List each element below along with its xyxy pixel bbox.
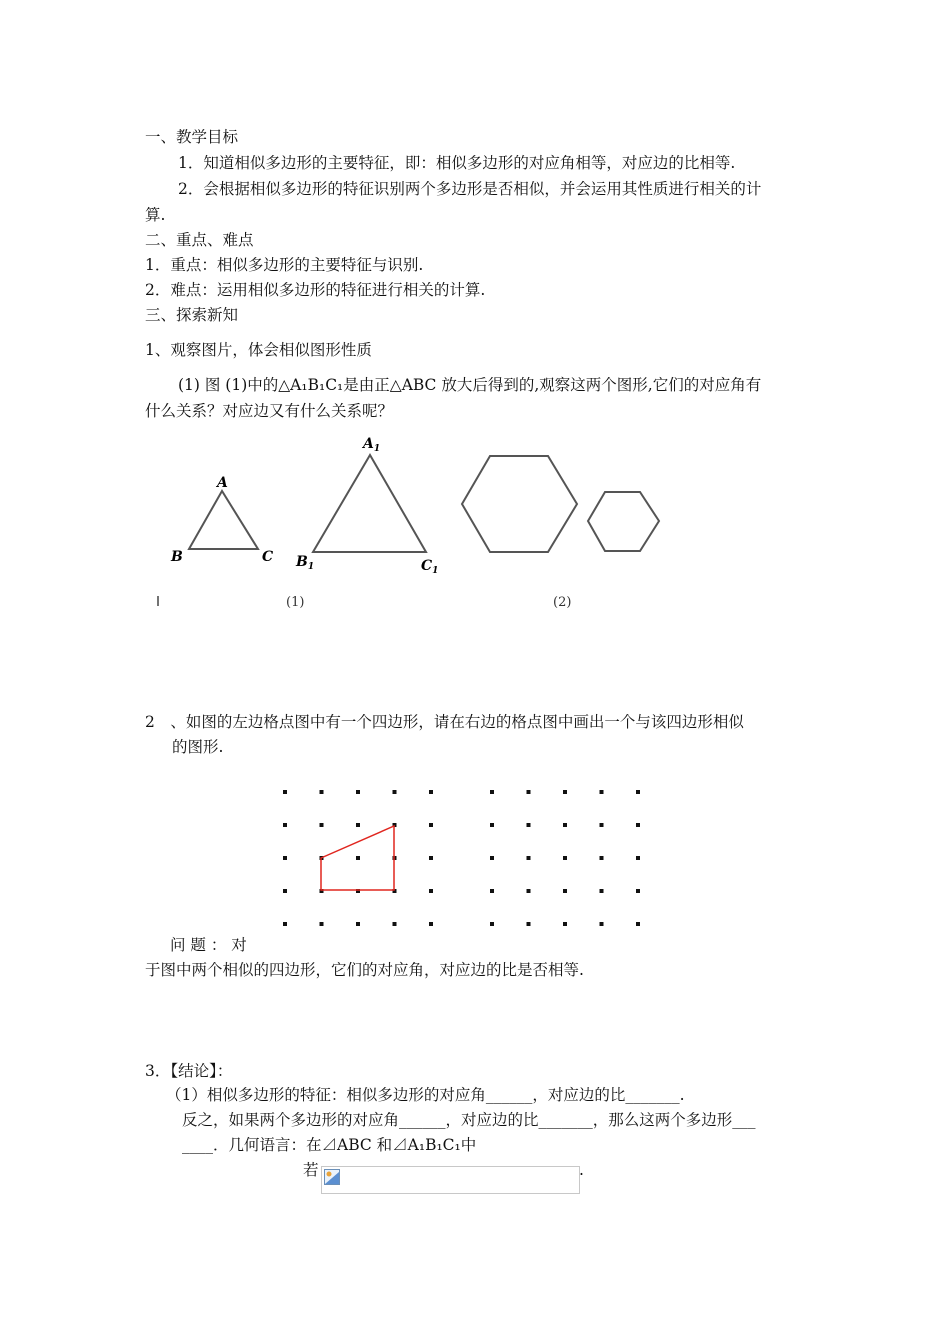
section3-heading: 三、探索新知 bbox=[145, 306, 239, 324]
triangle-a1b1c1 bbox=[313, 455, 426, 552]
right-dot-grid bbox=[490, 790, 640, 926]
section1-heading: 一、教学目标 bbox=[145, 128, 239, 146]
grid-dot bbox=[429, 790, 433, 794]
question1-line2: 什么关系？对应边又有什么关系呢？ bbox=[145, 402, 394, 420]
grid-dot bbox=[283, 823, 287, 827]
grid-dot bbox=[393, 790, 397, 794]
grid-dot bbox=[429, 889, 433, 893]
label-a: A bbox=[217, 475, 228, 491]
ruo-label: 若 bbox=[303, 1161, 319, 1179]
problem2-line1: 2 、如图的左边格点图中有一个四边形，请在右边的格点图中画出一个与该四边形相似 bbox=[145, 713, 744, 731]
grid-dot bbox=[429, 856, 433, 860]
broken-image-icon bbox=[324, 1169, 340, 1185]
grid-dot bbox=[490, 856, 494, 860]
label-b1-sub: 1 bbox=[307, 562, 315, 572]
grid-dot bbox=[563, 922, 567, 926]
grid-dot bbox=[600, 889, 604, 893]
key-point: 1．重点：相似多边形的主要特征与识别. bbox=[145, 256, 424, 274]
grid-dot bbox=[320, 823, 324, 827]
grid-dot bbox=[429, 823, 433, 827]
conclusion-line2: 反之，如果两个多边形的对应角______，对应边的比_______，那么这两个多边形___ bbox=[182, 1111, 756, 1129]
grid-dot bbox=[563, 889, 567, 893]
grid-dot bbox=[563, 856, 567, 860]
grid-dot bbox=[283, 856, 287, 860]
formula-image-placeholder bbox=[321, 1166, 580, 1194]
grid-dot bbox=[429, 922, 433, 926]
label-a1-letter: A bbox=[363, 436, 374, 452]
formula-period: . bbox=[579, 1161, 584, 1179]
grid-dot bbox=[356, 856, 360, 860]
hexagon-large bbox=[462, 456, 577, 552]
grid-dot bbox=[527, 823, 531, 827]
grid-dot bbox=[356, 823, 360, 827]
question1-line1: (1) 图 (1)中的△A₁B₁C₁是由正△ABC 放大后得到的,观察这两个图形,它们的对应角有 bbox=[178, 376, 762, 394]
grid-dot bbox=[356, 790, 360, 794]
grid-dot bbox=[600, 856, 604, 860]
grid-dot bbox=[320, 790, 324, 794]
difficult-point: 2．难点：运用相似多边形的特征进行相关的计算. bbox=[145, 281, 486, 299]
conclusion-line1: （1）相似多边形的特征：相似多边形的对应角______，对应边的比_______. bbox=[166, 1086, 685, 1104]
grid-dot bbox=[600, 790, 604, 794]
objective-2-line2: 算. bbox=[145, 206, 166, 224]
conclusion-line3: ____．几何语言：在⊿ABC 和⊿A₁B₁C₁中 bbox=[182, 1136, 477, 1154]
grid-dot bbox=[283, 889, 287, 893]
label-a1 bbox=[361, 436, 380, 454]
grid-dot bbox=[393, 922, 397, 926]
section2-heading: 二、重点、难点 bbox=[145, 231, 254, 249]
grid-dot bbox=[356, 922, 360, 926]
grid-dot bbox=[636, 790, 640, 794]
label-b1-letter: B bbox=[296, 554, 308, 570]
label-c1-sub: 1 bbox=[432, 566, 439, 576]
label-b: B bbox=[171, 549, 183, 565]
grid-dot bbox=[563, 823, 567, 827]
figure-shapes bbox=[189, 455, 659, 552]
label-b1 bbox=[295, 554, 314, 572]
grid-dot bbox=[636, 889, 640, 893]
grid-dot bbox=[527, 790, 531, 794]
grid-dot bbox=[636, 823, 640, 827]
grid-dot bbox=[283, 790, 287, 794]
grid-dot bbox=[490, 922, 494, 926]
grid-dot bbox=[490, 790, 494, 794]
conclusion-heading: 3．【结论】： bbox=[145, 1062, 233, 1080]
grid-dot bbox=[527, 856, 531, 860]
explore-1-heading: 1、观察图片，体会相似图形性质 bbox=[145, 341, 372, 359]
grid-dot bbox=[283, 922, 287, 926]
triangle-abc bbox=[189, 491, 258, 549]
label-c1-letter: C bbox=[421, 558, 433, 574]
grid-dot bbox=[636, 856, 640, 860]
grid-dot bbox=[600, 823, 604, 827]
grid-dot bbox=[527, 922, 531, 926]
caption-2: (2) bbox=[553, 595, 572, 610]
grid-dot bbox=[600, 922, 604, 926]
objective-1: 1．知道相似多边形的主要特征，即：相似多边形的对应角相等，对应边的比相等. bbox=[178, 154, 736, 172]
grid-dot bbox=[527, 889, 531, 893]
grid-dot bbox=[490, 823, 494, 827]
grid-dot bbox=[490, 889, 494, 893]
label-c: C bbox=[262, 549, 274, 565]
left-dot-grid bbox=[283, 790, 433, 926]
grid-dot bbox=[636, 922, 640, 926]
question-line1: 问 题 ： 对 bbox=[170, 936, 247, 954]
question-line2: 于图中两个相似的四边形，它们的对应角，对应边的比是否相等. bbox=[145, 961, 584, 979]
hexagon-small bbox=[588, 492, 659, 551]
caption-1: (1) bbox=[286, 595, 305, 610]
objective-2-line1: 2．会根据相似多边形的特征识别两个多边形是否相似，并会运用其性质进行相关的计 bbox=[178, 180, 762, 198]
label-c1 bbox=[421, 558, 438, 576]
dot-grid-figure bbox=[0, 770, 950, 940]
grid-dot bbox=[563, 790, 567, 794]
similar-shapes-figure bbox=[0, 0, 950, 640]
label-a1-sub: 1 bbox=[373, 444, 381, 454]
problem2-line2: 的图形. bbox=[172, 738, 224, 756]
grid-dot bbox=[320, 922, 324, 926]
